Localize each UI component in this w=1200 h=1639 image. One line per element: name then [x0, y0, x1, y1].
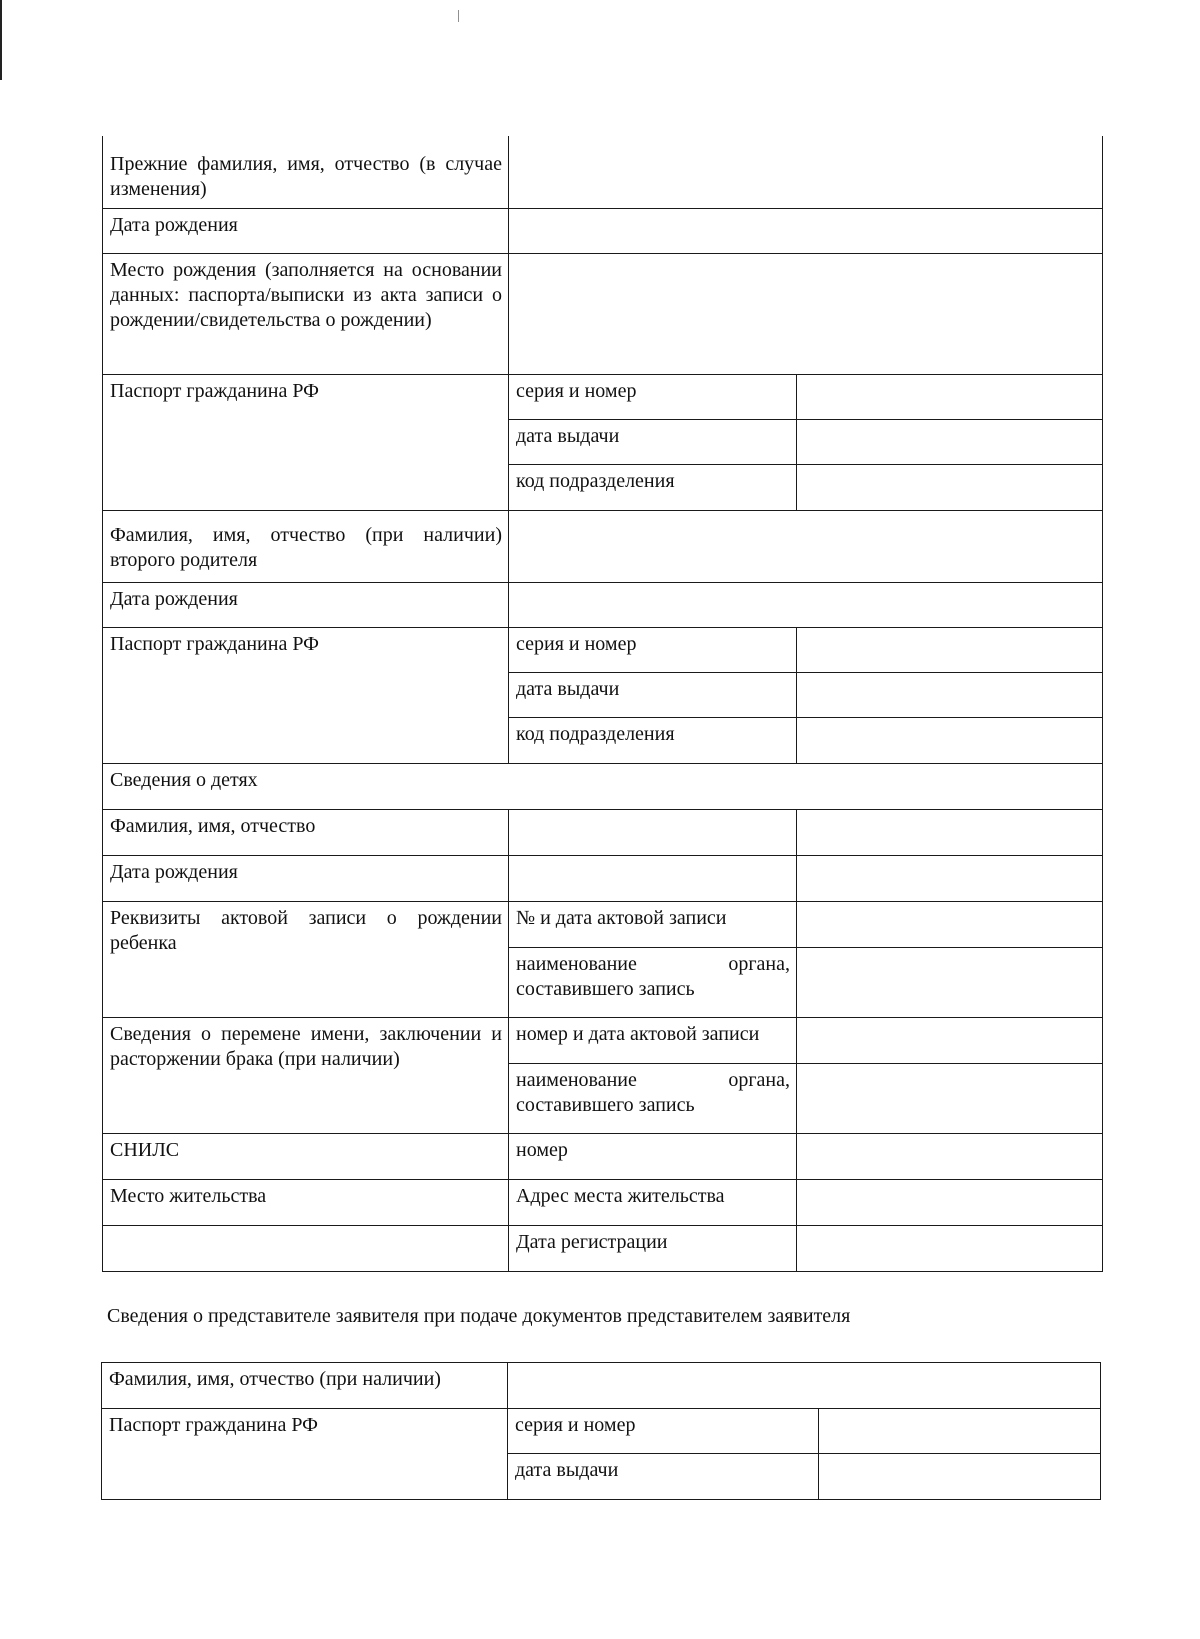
representative-name-value[interactable]: [508, 1363, 1101, 1409]
passport-label: Паспорт гражданина РФ: [110, 380, 319, 402]
representative-name-label: Фамилия, имя, отчество (при наличии): [102, 1363, 508, 1409]
passport-issue-date-label: дата выдачи: [509, 420, 797, 465]
child-name-value-1[interactable]: [509, 810, 797, 856]
second-parent-passport-division-code-label: код подразделения: [509, 718, 797, 764]
birth-record-number-date-value[interactable]: [797, 902, 1103, 948]
residence-empty-cell: [103, 1226, 509, 1272]
birth-date-label-cell: [103, 209, 509, 254]
name-change-authority-value[interactable]: [797, 1064, 1103, 1134]
representative-passport-label: Паспорт гражданина РФ: [109, 1414, 318, 1436]
second-parent-passport-series-number-value[interactable]: [797, 628, 1103, 673]
passport-label-cell: [103, 375, 509, 511]
second-parent-name-value-cell[interactable]: [509, 511, 1103, 583]
children-section-title: Сведения о детях: [103, 764, 1103, 810]
birth-record-authority-label-cell: [509, 948, 797, 1018]
passport-division-code-value[interactable]: [797, 465, 1103, 511]
second-parent-name-label-cell: [103, 511, 509, 583]
second-parent-birth-date-label: Дата рождения: [110, 588, 238, 610]
residence-address-value[interactable]: [797, 1180, 1103, 1226]
second-parent-passport-series-number-label: серия и номер: [509, 628, 797, 673]
second-parent-birth-date-value-cell[interactable]: [509, 583, 1103, 628]
name-change-authority-label: наименование органа, составившего запись: [516, 1069, 790, 1116]
residence-label: Место жительства: [103, 1180, 509, 1226]
child-birth-date-value-1[interactable]: [509, 856, 797, 902]
main-form-table: [102, 136, 1103, 1272]
former-name-value-cell[interactable]: [509, 136, 1103, 209]
second-parent-birth-date-label-cell: [103, 583, 509, 628]
representative-passport-series-number-label: серия и номер: [508, 1409, 819, 1454]
former-name-label: Прежние фамилия, имя, отчество (в случае изменения): [110, 153, 502, 200]
birth-record-authority-value[interactable]: [797, 948, 1103, 1018]
passport-division-code-label: код подразделения: [509, 465, 797, 511]
child-birth-date-value-2[interactable]: [797, 856, 1103, 902]
name-change-authority-label-cell: [509, 1064, 797, 1134]
representative-passport-label-cell: [102, 1409, 508, 1500]
scan-edge-mark: [0, 0, 2, 80]
representative-passport-issue-date-value[interactable]: [819, 1454, 1101, 1500]
birth-place-value-cell[interactable]: [509, 254, 1103, 375]
scan-edge-mark: [458, 10, 459, 22]
name-change-label-cell: [103, 1018, 509, 1134]
birth-date-value-cell[interactable]: [509, 209, 1103, 254]
former-name-label-cell: [103, 136, 509, 209]
snils-label: СНИЛС: [103, 1134, 509, 1180]
birth-record-number-date-label: № и дата актовой записи: [509, 902, 797, 948]
second-parent-passport-division-code-value[interactable]: [797, 718, 1103, 764]
second-parent-passport-label-cell: [103, 628, 509, 764]
representative-passport-series-number-value[interactable]: [819, 1409, 1101, 1454]
child-name-value-2[interactable]: [797, 810, 1103, 856]
snils-number-value[interactable]: [797, 1134, 1103, 1180]
name-change-number-date-label: номер и дата актовой записи: [509, 1018, 797, 1064]
second-parent-passport-label: Паспорт гражданина РФ: [110, 633, 319, 655]
birth-place-label-cell: [103, 254, 509, 375]
child-birth-date-label: Дата рождения: [103, 856, 509, 902]
residence-registration-date-value[interactable]: [797, 1226, 1103, 1272]
child-name-label: Фамилия, имя, отчество: [103, 810, 509, 856]
passport-series-number-value[interactable]: [797, 375, 1103, 420]
birth-record-authority-label: наименование органа, составившего запись: [516, 953, 790, 1000]
residence-address-label: Адрес места жительства: [509, 1180, 797, 1226]
second-parent-passport-issue-date-value[interactable]: [797, 673, 1103, 718]
birth-place-label: Место рождения (заполняется на основании данных: паспорта/выписки из акта записи о рождении/свидетельства о рождении): [110, 259, 502, 331]
representative-heading: Сведения о представителе заявителя при подаче документов представителем заявителя: [107, 1305, 851, 1327]
name-change-number-date-value[interactable]: [797, 1018, 1103, 1064]
passport-series-number-label: серия и номер: [509, 375, 797, 420]
representative-table: [101, 1362, 1101, 1500]
representative-passport-issue-date-label: дата выдачи: [508, 1454, 819, 1500]
second-parent-name-label: Фамилия, имя, отчество (при наличии) второго родителя: [110, 524, 502, 571]
residence-registration-date-label: Дата регистрации: [509, 1226, 797, 1272]
birth-date-label: Дата рождения: [110, 214, 238, 236]
birth-record-label: Реквизиты актовой записи о рождении ребенка: [110, 907, 502, 954]
snils-number-label: номер: [509, 1134, 797, 1180]
passport-issue-date-value[interactable]: [797, 420, 1103, 465]
name-change-label: Сведения о перемене имени, заключении и расторжении брака (при наличии): [110, 1023, 502, 1070]
second-parent-passport-issue-date-label: дата выдачи: [509, 673, 797, 718]
birth-record-label-cell: [103, 902, 509, 1018]
